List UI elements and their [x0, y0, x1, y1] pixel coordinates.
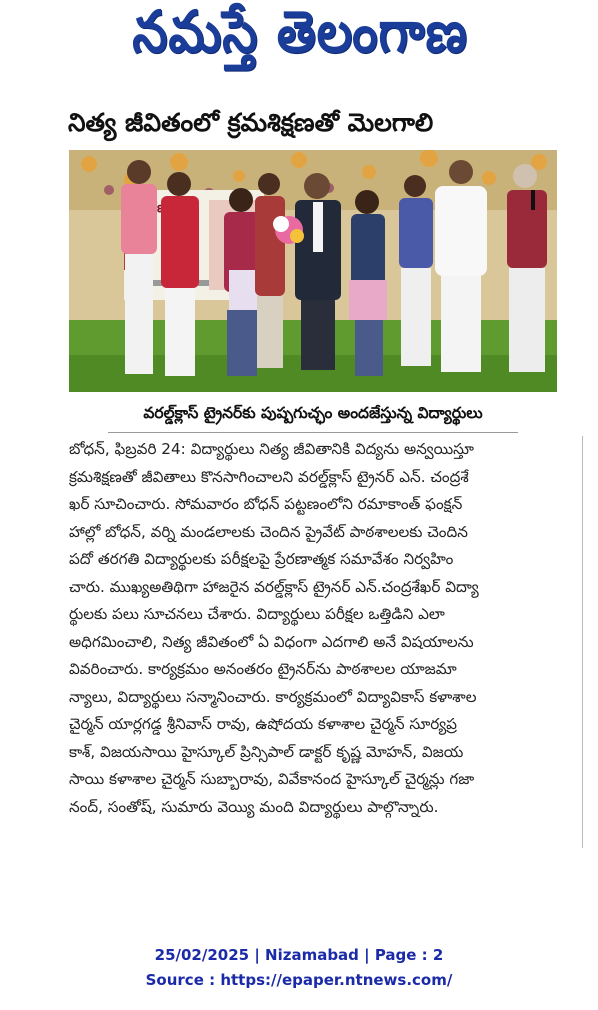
article-headline: నిత్య జీవితంలో క్రమశిక్షణతో మెలగాలి — [68, 108, 434, 137]
column-divider — [582, 436, 583, 848]
body-line: క్రమశిక్షణతో జీవితాలు కొనసాగించాలని వరల్డ్‌క్లాస్ ట్రైనర్ ఎన్. చంద్రశే — [69, 467, 469, 486]
body-line: ఖర్ సూచించారు. సోమవారం బోధన్ పట్టణంలోని రమాకాంత్ ఫంక్షన్ — [69, 495, 463, 513]
body-line: బోధన్, ఫిబ్రవరి 24: విద్యార్థులు నిత్య జీవితానికి విద్యను అన్వయిస్తూ — [69, 440, 474, 458]
body-line: చైర్మన్ యార్లగడ్డ శ్రీనివాస్ రావు, ఉషోదయ కళాశాల చైర్మన్ సూర్యప్ర — [69, 715, 457, 733]
masthead-logo — [60, 0, 540, 78]
body-line: చారు. ముఖ్యఅతిథిగా హాజరైన వరల్డ్‌క్లాస్ ట్రైనర్ ఎన్.చంద్రశేఖర్ విద్యా — [69, 577, 479, 596]
body-line: సాయి కళాశాల చైర్మన్ సుబ్బారావు, వివేకానంద హైస్కూల్ చైర్మన్లు గజా — [69, 770, 475, 788]
body-line: కాశ్, విజయసాయి హైస్కూల్ ప్రిన్సిపాల్ డాక్టర్ కృష్ణ మోహన్, విజయ — [69, 742, 464, 761]
article-photo — [69, 150, 557, 392]
body-line: అధిగమించాలి, నిత్య జీవితంలో ఏ విధంగా ఎదగాలి అనే విషయాలను — [69, 632, 474, 651]
photo-caption: వరల్డ్‌క్లాస్ ట్రైనర్‌కు పుష్పగుచ్ఛం అందజేస్తున్న విద్యార్థులు — [108, 398, 518, 433]
body-line: హాల్లో బోధన్, వర్ని మండలాలకు చెందిన ప్రైవేట్ పాఠశాలలకు చెందిన — [69, 522, 468, 541]
edition-info: 25/02/2025 | Nizamabad | Page : 2 — [154, 946, 444, 964]
photo-banner-text: రణ — [148, 200, 169, 216]
body-line: న్యాలు, విద్యార్థులు సన్మానించారు. కార్యక్రమంలో విద్యావికాస్ కళాశాల — [69, 687, 477, 706]
body-line: ర్థులకు పలు సూచనలు చేశారు. విద్యార్థులు పరీక్షల ఒత్తిడిని ఎలా — [69, 605, 445, 623]
body-line: వివరించారు. కార్యక్రమం అనంతరం ట్రైనర్‌ను పాఠశాలల యాజమా — [69, 660, 457, 678]
body-line: నంద్, సంతోష్, సుమారు వెయ్యి మంది విద్యార్థులు పాల్గొన్నారు. — [69, 797, 439, 816]
source-link[interactable]: Source : https://epaper.ntnews.com/ — [145, 971, 453, 989]
article-body — [69, 436, 559, 850]
newspaper-title: నమస్తే తెలంగాణ — [132, 0, 468, 65]
page-footer — [0, 943, 598, 993]
body-line: పదో తరగతి విద్యార్థులకు పరీక్షలపై ప్రేరణాత్మక సమావేశం నిర్వహిం — [69, 550, 454, 568]
